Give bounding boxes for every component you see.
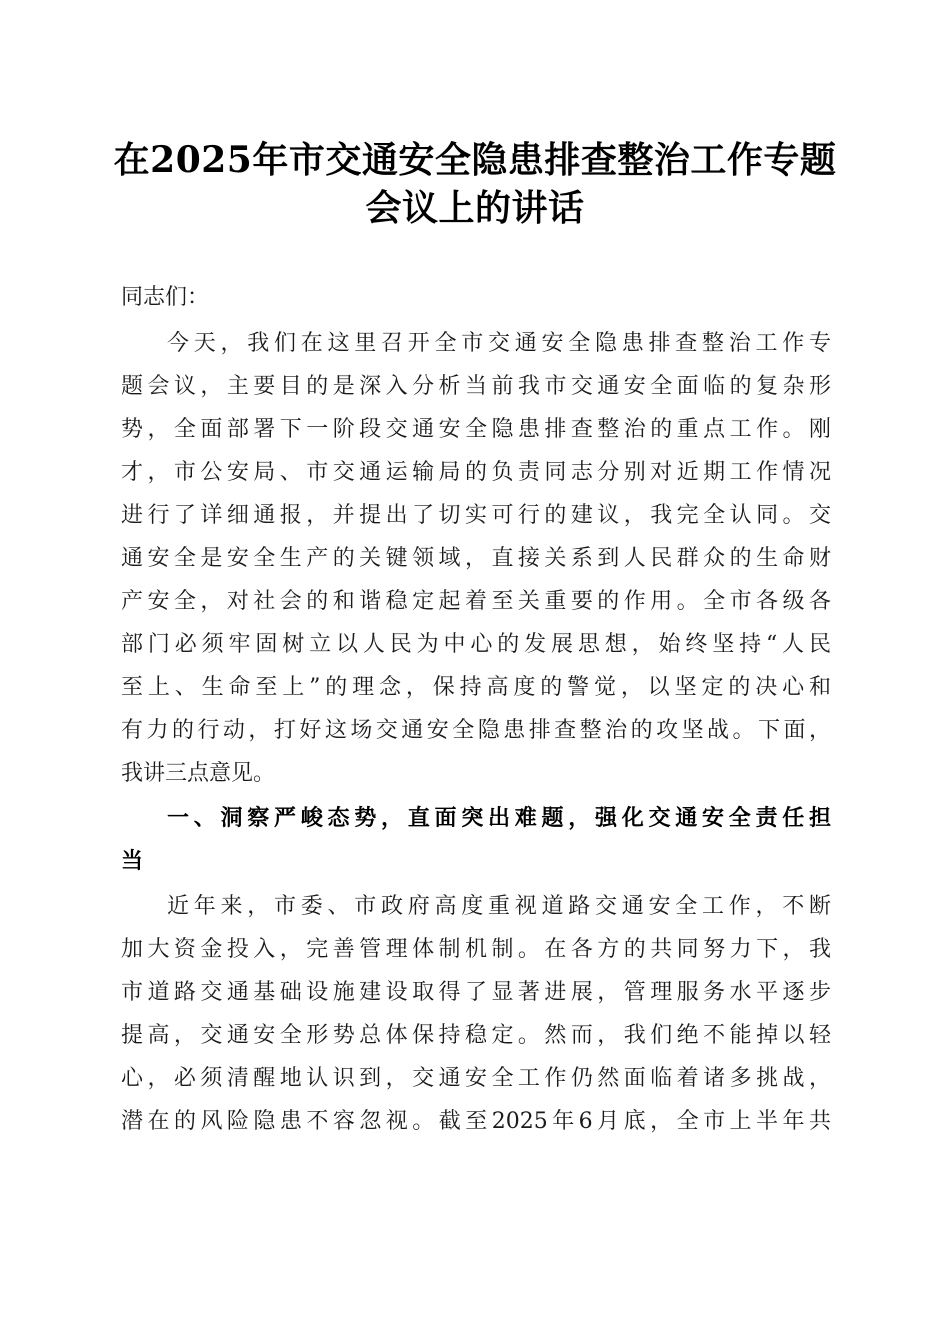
paragraph-1-line: 今天，我们在这里召开全市交通安全隐患排查整治工作专 bbox=[167, 331, 831, 356]
section-heading-line: 一、洞察严峻态势，直面突出难题，强化交通安全责任担 bbox=[167, 806, 831, 831]
paragraph-2-line: 心，必须清醒地认识到，交通安全工作仍然面临着诸多挑战， bbox=[121, 1066, 831, 1091]
paragraph-1-line: 势，全面部署下一阶段交通安全隐患排查整治的重点工作。刚 bbox=[121, 417, 831, 442]
paragraph-2-line: 潜在的风险隐患不容忽视。截至2025年6月底，全市上半年共 bbox=[121, 1109, 831, 1134]
paragraph-1-line: 部门必须牢固树立以人民为中心的发展思想，始终坚持“人民 bbox=[121, 632, 831, 657]
salutation: 同志们： bbox=[121, 285, 210, 310]
paragraph-1-line: 通安全是安全生产的关键领域，直接关系到人民群众的生命财 bbox=[121, 546, 831, 571]
document-title-line-1: 在2025年市交通安全隐患排查整治工作专题 bbox=[113, 139, 837, 181]
paragraph-2-line: 近年来，市委、市政府高度重视道路交通安全工作，不断 bbox=[167, 894, 831, 919]
paragraph-2-line: 提高，交通安全形势总体保持稳定。然而，我们绝不能掉以轻 bbox=[121, 1023, 831, 1048]
paragraph-2-line: 加大资金投入，完善管理体制机制。在各方的共同努力下，我 bbox=[121, 937, 831, 962]
paragraph-1-line: 产安全，对社会的和谐稳定起着至关重要的作用。全市各级各 bbox=[121, 589, 831, 614]
paragraph-2-line: 市道路交通基础设施建设取得了显著进展，管理服务水平逐步 bbox=[121, 980, 831, 1005]
paragraph-1-line: 有力的行动，打好这场交通安全隐患排查整治的攻坚战。下面， bbox=[121, 718, 831, 743]
paragraph-1-line: 才，市公安局、市交通运输局的负责同志分别对近期工作情况 bbox=[121, 460, 831, 485]
paragraph-1-line: 我讲三点意见。 bbox=[121, 761, 276, 786]
paragraph-1-line: 题会议，主要目的是深入分析当前我市交通安全面临的复杂形 bbox=[121, 374, 831, 399]
document-title-line-2: 会议上的讲话 bbox=[365, 187, 585, 229]
paragraph-1-line: 至上、生命至上”的理念，保持高度的警觉，以坚定的决心和 bbox=[121, 675, 831, 700]
paragraph-1-line: 进行了详细通报，并提出了切实可行的建议，我完全认同。交 bbox=[121, 503, 831, 528]
section-heading-line: 当 bbox=[121, 849, 144, 874]
